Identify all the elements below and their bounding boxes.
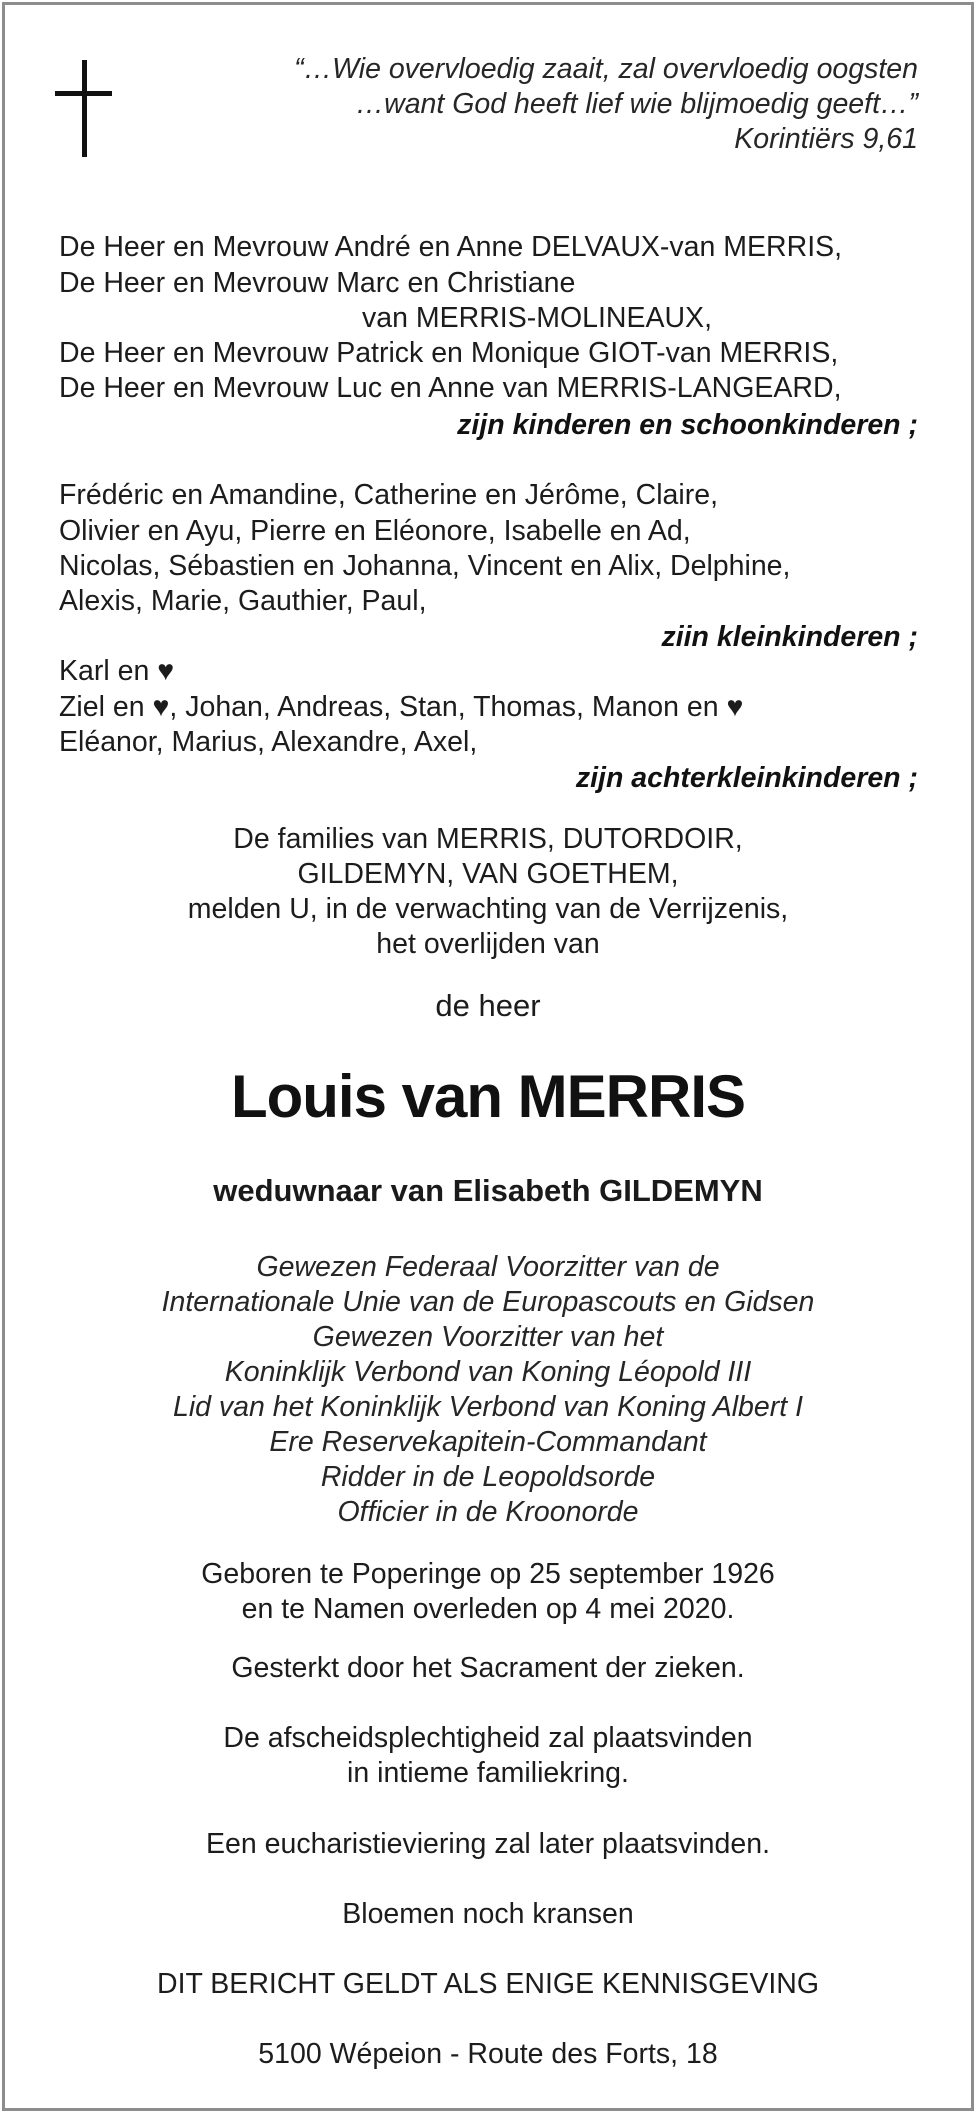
date-line: en te Namen overleden op 4 mei 2020. (241, 1593, 735, 1625)
families-line: het overlijden van (376, 928, 600, 960)
families-line: De families van MERRIS, DUTORDOIR, (233, 823, 743, 855)
families-line: GILDEMYN, VAN GOETHEM, (297, 858, 679, 890)
sacrament-text: Gesterkt door het Sacrament der zieken. (231, 1652, 745, 1684)
flowers-text: Bloemen noch kransen (342, 1898, 634, 1930)
children-label: zijn kinderen en schoonkinderen ; (457, 409, 918, 441)
address-text: 5100 Wépeion - Route des Forts, 18 (258, 2038, 718, 2070)
families-announcement (0, 822, 976, 962)
deceased-name: Louis van MERRIS (230, 1063, 746, 1130)
title-line: Officier in de Kroonorde (337, 1496, 639, 1528)
great-grandchildren-line: Ziel en ♥, Johan, Andreas, Stan, Thomas, Manon en ♥ (59, 691, 744, 723)
great-grandchildren-line: Karl en ♥ (59, 655, 175, 687)
title-line: Gewezen Federaal Voorzitter van de (256, 1251, 720, 1283)
bible-quote (294, 52, 918, 157)
titles-block (0, 1250, 976, 1530)
deceased-prefix: de heer (435, 988, 541, 1023)
title-line: Ere Reservekapitein-Commandant (269, 1426, 707, 1458)
children-line: De Heer en Mevrouw Luc en Anne van MERRIS-LANGEARD, (59, 372, 842, 404)
dates-block (0, 1557, 976, 1627)
cross-icon (55, 60, 115, 160)
title-line: Ridder in de Leopoldsorde (320, 1461, 656, 1493)
title-line: Koninklijk Verbond van Koning Léopold III (224, 1356, 752, 1388)
grandchildren-line: Frédéric en Amandine, Catherine en Jérôme, Claire, (59, 479, 718, 511)
title-line: Gewezen Voorzitter van het (312, 1321, 664, 1353)
children-line: De Heer en Mevrouw Marc en Christiane (59, 267, 576, 299)
grandchildren-line: Alexis, Marie, Gauthier, Paul, (59, 585, 427, 617)
children-line: De Heer en Mevrouw André en Anne DELVAUX-van MERRIS, (59, 231, 843, 263)
title-line: Lid van het Koninklijk Verbond van Koning Albert I (172, 1391, 804, 1423)
great-grandchildren-line: Eléanor, Marius, Alexandre, Axel, (59, 726, 478, 758)
families-line: melden U, in de verwachting van de Verrijzenis, (187, 893, 789, 925)
ceremony-line: in intieme familiekring. (347, 1757, 629, 1789)
eucharist-text: Een eucharistieviering zal later plaatsvinden. (206, 1828, 770, 1860)
title-line: Internationale Unie van de Europascouts en Gidsen (161, 1286, 815, 1318)
children-line: De Heer en Mevrouw Patrick en Monique GIOT-van MERRIS, (59, 337, 839, 369)
quote-line: “…Wie overvloedig zaait, zal overvloedig oogsten (294, 53, 918, 85)
grandchildren-line: Olivier en Ayu, Pierre en Eléonore, Isabelle en Ad, (59, 515, 691, 547)
widower-line: weduwnaar van Elisabeth GILDEMYN (213, 1173, 763, 1208)
ceremony-line: De afscheidsplechtigheid zal plaatsvinden (223, 1722, 753, 1754)
quote-line: …want God heeft lief wie blijmoedig geeft…” (355, 88, 918, 120)
grandchildren-line: Nicolas, Sébastien en Johanna, Vincent en Alix, Delphine, (59, 550, 791, 582)
great-grandchildren-label: zijn achterkleinkinderen ; (575, 762, 918, 794)
children-line: van MERRIS-MOLINEAUX, (362, 302, 712, 334)
ceremony-block (0, 1721, 976, 1791)
quote-reference: Korintiërs 9,61 (734, 123, 918, 155)
notice-text: DIT BERICHT GELDT ALS ENIGE KENNISGEVING (156, 1968, 819, 2000)
date-line: Geboren te Poperinge op 25 september 1926 (201, 1558, 775, 1590)
grandchildren-label: ziin kleinkinderen ; (661, 621, 918, 653)
